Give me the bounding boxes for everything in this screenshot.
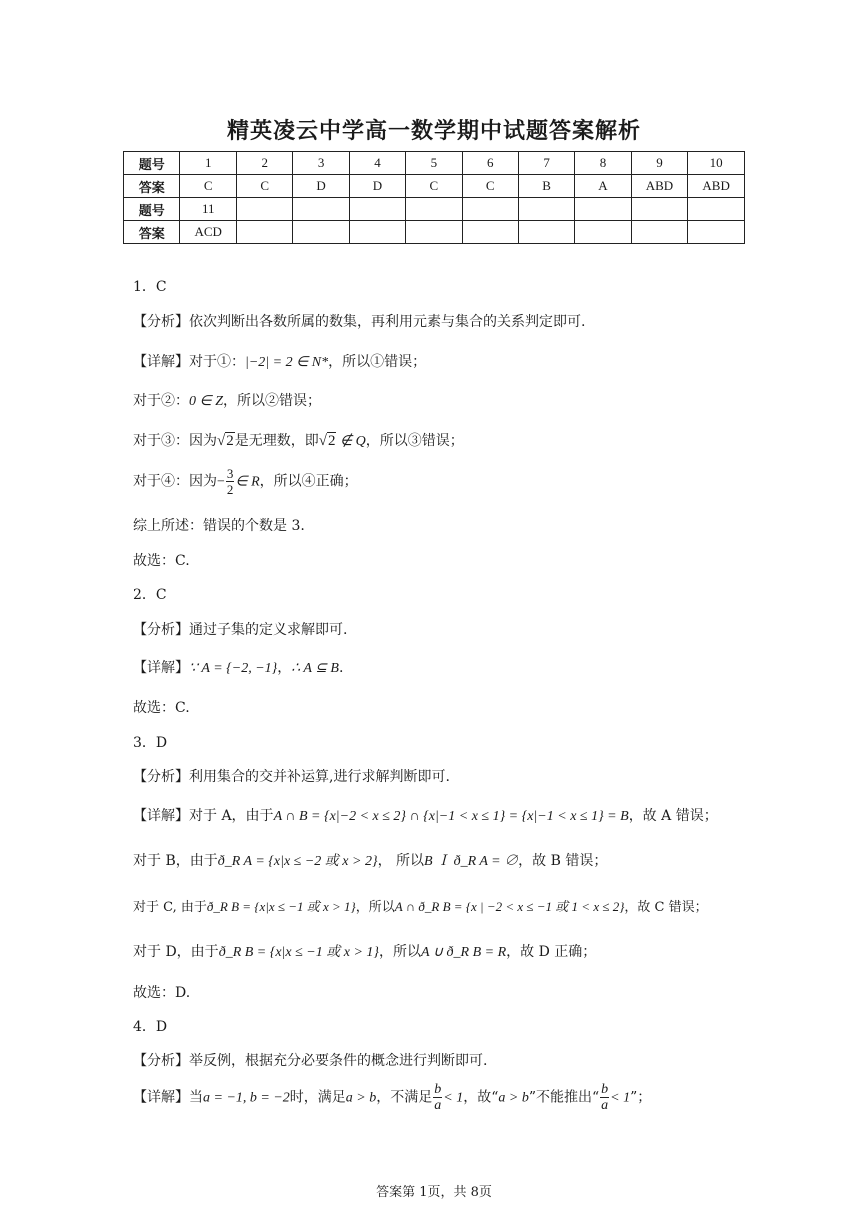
q3-detail-c-label: 对于 C, 由于 <box>133 900 207 915</box>
q3-detail-c-mid: ，所以 <box>355 900 395 915</box>
table-cell <box>237 198 293 221</box>
q1-detail-2-math: 0 ∈ Z <box>189 394 223 409</box>
table-cell <box>631 221 688 244</box>
table-cell: 3 <box>293 152 349 175</box>
q1-heading: 1．C <box>133 279 167 295</box>
q3-detail-b-label: 对于 B，由于 <box>133 853 218 869</box>
q3-detail-c <box>133 896 708 915</box>
q2-detail-mid: ， <box>277 660 292 676</box>
table-row <box>124 175 745 198</box>
table-cell <box>293 221 349 244</box>
table-cell: 7 <box>518 152 574 175</box>
q1-detail-4-label: 对于④：因为 <box>133 473 217 490</box>
table-cell <box>462 198 518 221</box>
q3-detail-d-text: ，故 D 正确； <box>506 944 597 960</box>
q1-detail-1 <box>133 351 426 371</box>
table-cell <box>518 198 574 221</box>
q4-detail-label: 【详解】当 <box>133 1089 203 1106</box>
fraction <box>226 466 235 497</box>
q1-detail-1-label: 【详解】对于①： <box>133 354 245 370</box>
table-cell: ABD <box>688 175 745 198</box>
table-cell: 2 <box>237 152 293 175</box>
table-cell: ABD <box>631 175 688 198</box>
table-header-cell: 题号 <box>124 198 180 221</box>
sqrt-symbol: √2 <box>318 433 336 449</box>
table-cell <box>631 198 688 221</box>
table-cell: 6 <box>462 152 518 175</box>
fraction-numerator: 3 <box>226 466 234 481</box>
fraction-denominator: a <box>434 1098 442 1113</box>
q2-analysis: 【分析】通过子集的定义求解即可. <box>133 622 348 638</box>
table-cell <box>406 221 462 244</box>
table-cell <box>349 198 405 221</box>
q4-detail-math: a = −1, b = −2 <box>203 1090 290 1106</box>
table-cell: 5 <box>406 152 462 175</box>
minus-sign: − <box>217 474 225 490</box>
table-header-cell: 题号 <box>124 152 180 175</box>
q3-detail-a-math: A ∩ B = {x|−2 < x ≤ 2} ∩ {x|−1 < x ≤ 1} = {x|−1 < x ≤ 1} = B <box>273 809 629 824</box>
q1-detail-2 <box>133 390 321 410</box>
q2-detail-text: . <box>339 660 344 676</box>
q3-detail-c-math: ð_R B = {x|x ≤ −1 或 x > 1} <box>206 899 356 914</box>
table-cell: 8 <box>575 152 631 175</box>
table-cell: D <box>349 175 405 198</box>
q2-detail-math2: ∴ A ⊆ B <box>291 661 339 676</box>
q3-detail-b-math: ð_R A = {x|x ≤ −2 或 x > 2} <box>217 854 378 869</box>
q1-detail-4-math: ∈ R <box>235 474 260 490</box>
q1-detail-3-text: ，所以③错误； <box>365 433 464 449</box>
sqrt-radicand: 2 <box>226 433 234 449</box>
table-row <box>124 198 745 221</box>
q1-summary: 综上所述：错误的个数是 3. <box>133 518 305 534</box>
q3-detail-c-text: ，故 C 错误； <box>624 900 708 915</box>
table-header-cell: 答案 <box>124 221 180 244</box>
table-cell <box>349 221 405 244</box>
q1-choice: 故选：C. <box>133 553 190 569</box>
table-cell: 11 <box>180 198 237 221</box>
table-cell <box>688 198 745 221</box>
q3-detail-b-math2: B Ｉ ð_R A = ∅ <box>424 854 519 869</box>
fraction <box>433 1082 442 1113</box>
q3-detail-c-math2: A ∩ ð_R B = {x | −2 < x ≤ −1 或 1 < x ≤ 2} <box>394 899 625 914</box>
q4-heading: 4．D <box>133 1019 168 1035</box>
fraction-denominator: a <box>601 1098 609 1113</box>
table-cell: C <box>406 175 462 198</box>
table-cell: C <box>237 175 293 198</box>
q1-detail-3-math: ∉ Q <box>336 434 366 449</box>
answer-table <box>123 151 745 244</box>
table-cell <box>293 198 349 221</box>
q1-detail-3 <box>133 430 464 450</box>
q4-detail <box>133 1082 651 1113</box>
table-cell <box>688 221 745 244</box>
q1-detail-3-mid: 是无理数，即 <box>234 433 319 449</box>
table-cell <box>575 221 631 244</box>
table-cell: A <box>575 175 631 198</box>
table-header-cell: 答案 <box>124 175 180 198</box>
q2-heading: 2．C <box>133 587 167 603</box>
q2-choice: 故选：C. <box>133 700 190 716</box>
q4-detail-text-2: ，不满足 <box>376 1089 433 1106</box>
table-row <box>124 152 745 175</box>
q4-detail-text-5: ”； <box>630 1089 652 1106</box>
q1-detail-2-text: ，所以②错误； <box>222 393 321 409</box>
q3-detail-a <box>133 805 718 825</box>
table-cell: 1 <box>180 152 237 175</box>
q3-detail-d-mid: ，所以 <box>379 944 422 960</box>
table-cell: 9 <box>631 152 688 175</box>
fraction <box>600 1082 609 1113</box>
table-cell <box>462 221 518 244</box>
q3-detail-d <box>133 941 596 961</box>
table-cell: D <box>293 175 349 198</box>
table-cell <box>518 221 574 244</box>
table-cell <box>237 221 293 244</box>
q4-detail-math5: < 1 <box>610 1090 631 1106</box>
q3-detail-d-label: 对于 D，由于 <box>133 944 219 960</box>
q1-detail-4 <box>133 466 358 497</box>
sqrt-symbol: √2 <box>217 433 234 449</box>
fraction-numerator: b <box>434 1082 442 1097</box>
q2-detail-math: ∵ A = {−2, −1} <box>189 661 278 676</box>
q3-analysis: 【分析】利用集合的交并补运算,进行求解判断即可. <box>133 769 450 785</box>
q3-detail-d-math2: A ∪ ð_R B = R <box>421 945 507 960</box>
q4-detail-text-1: 时，满足 <box>289 1089 346 1106</box>
table-cell: 4 <box>349 152 405 175</box>
q1-detail-2-label: 对于②： <box>133 393 189 409</box>
sqrt-radicand: 2 <box>327 433 336 449</box>
q3-detail-d-math: ð_R B = {x|x ≤ −1 或 x > 1} <box>218 945 380 960</box>
q1-detail-4-text: ，所以④正确； <box>259 473 358 490</box>
table-row <box>124 221 745 244</box>
q4-detail-text-4: ”不能推出“ <box>528 1089 600 1106</box>
q4-detail-math2: a > b <box>345 1090 377 1106</box>
q3-detail-a-text: ，故 A 错误； <box>628 808 718 824</box>
q3-detail-a-label: 【详解】对于 A，由于 <box>133 808 274 824</box>
q1-detail-1-math: |−2| = 2 ∈ N* <box>245 355 329 370</box>
table-cell: B <box>518 175 574 198</box>
q4-detail-math3: < 1 <box>443 1090 464 1106</box>
q2-detail <box>133 657 343 677</box>
document-title: 精英凌云中学高一数学期中试题答案解析 <box>226 119 641 144</box>
table-cell <box>575 198 631 221</box>
q4-detail-math4: a > b <box>498 1090 529 1106</box>
q3-detail-b <box>133 850 607 870</box>
fraction-numerator: b <box>601 1082 609 1097</box>
q3-heading: 3．D <box>133 735 168 751</box>
q4-detail-text-3: ，故“ <box>463 1089 499 1106</box>
q1-detail-3-label: 对于③：因为 <box>133 433 217 449</box>
table-cell: ACD <box>180 221 237 244</box>
page-footer: 答案第 1页，共 8页 <box>376 1185 492 1200</box>
fraction-denominator: 2 <box>226 482 234 497</box>
q2-detail-label: 【详解】 <box>133 660 189 676</box>
q4-analysis: 【分析】举反例，根据充分必要条件的概念进行判断即可. <box>133 1053 488 1069</box>
q1-analysis: 【分析】依次判断出各数所属的数集，再利用元素与集合的关系判定即可. <box>133 314 586 330</box>
table-cell: C <box>462 175 518 198</box>
q1-detail-1-text: ，所以①错误； <box>328 354 427 370</box>
q3-detail-b-text: ，故 B 错误； <box>518 853 608 869</box>
table-cell <box>406 198 462 221</box>
q3-detail-b-mid: ， 所以 <box>377 853 425 869</box>
table-cell: 10 <box>688 152 745 175</box>
q3-choice: 故选：D. <box>133 985 191 1001</box>
table-cell: C <box>180 175 237 198</box>
